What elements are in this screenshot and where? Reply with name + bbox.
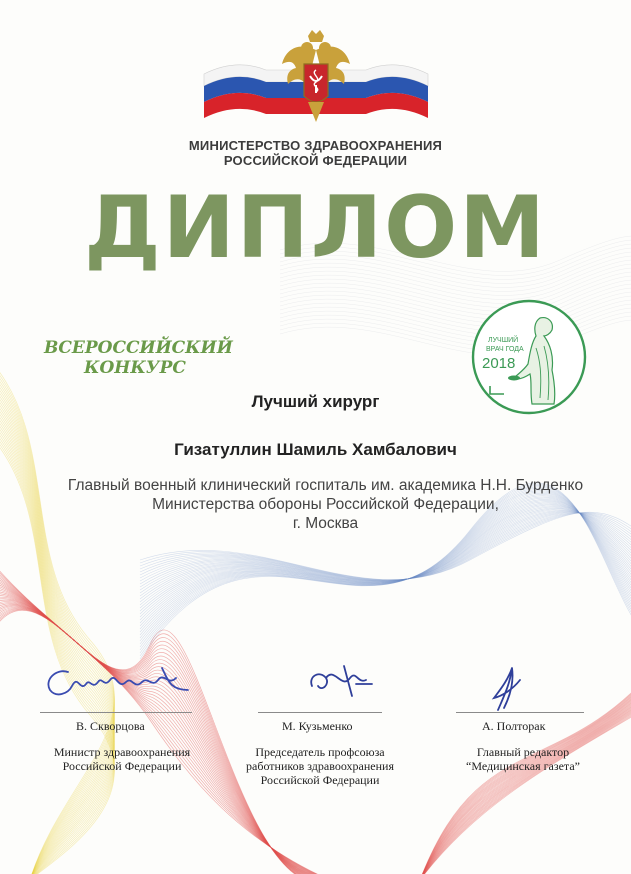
signatory-role-1 <box>36 745 208 773</box>
organization-line-2: Министерства обороны Российской Федерации, <box>152 496 499 513</box>
organization-line-3: г. Москва <box>292 515 359 532</box>
signatory-name-2: М. Кузьменко <box>282 719 353 733</box>
contest-label <box>44 338 244 378</box>
wave-line <box>0 597 330 874</box>
signatory-role-3-line-2: “Медицинская газета” <box>466 759 580 773</box>
nomination-title: Лучший хирург <box>251 392 380 411</box>
badge-line-2: ВРАЧ ГОДА <box>486 346 524 353</box>
signature-poltorak <box>482 660 532 716</box>
signature-skvortsova <box>38 660 198 706</box>
ministry-name <box>0 138 631 168</box>
wave-line <box>0 595 330 874</box>
wave-line <box>0 589 330 874</box>
signatory-role-2 <box>238 745 402 787</box>
organization <box>60 476 591 533</box>
ministry-line-2: РОССИЙСКОЙ ФЕДЕРАЦИИ <box>223 153 408 168</box>
signature-kuzmenko <box>300 656 380 706</box>
signatory-name-3: А. Полторак <box>482 719 546 733</box>
signatory-role-3 <box>438 745 608 773</box>
signatory-name-1: В. Скворцова <box>76 719 145 733</box>
contest-line-1: ВСЕРОССИЙСКИЙ <box>44 338 233 358</box>
signatory-role-2-line-2: работников здравоохранения <box>246 759 394 773</box>
signature-line-2 <box>258 712 382 713</box>
signature-line-3 <box>456 712 584 713</box>
ministry-line-1: МИНИСТЕРСТВО ЗДРАВООХРАНЕНИЯ <box>188 138 443 153</box>
signatory-role-2-line-1: Председатель профсоюза <box>255 745 385 759</box>
badge-year: 2018 <box>482 355 516 372</box>
contest-line-2: КОНКУРС <box>84 358 186 378</box>
signature-line-1 <box>40 712 192 713</box>
signatory-role-3-line-1: Главный редактор <box>476 745 570 759</box>
double-headed-eagle-icon <box>280 30 352 130</box>
signatory-role-2-line-3: Российской Федерации <box>260 773 380 787</box>
recipient-name: Гизатуллин Шамиль Хамбалович <box>174 440 457 459</box>
organization-line-1: Главный военный клинический госпиталь им. академика Н.Н. Бурденко <box>67 477 584 494</box>
signatory-role-1-line-2: Российской Федерации <box>62 759 182 773</box>
diploma-title: ДИПЛОМ <box>84 178 547 278</box>
signatory-role-1-line-1: Министр здравоохранения <box>53 745 191 759</box>
ministry-emblem <box>196 30 436 134</box>
badge-line-1: ЛУЧШИЙ <box>488 337 519 344</box>
wave-line <box>0 599 330 874</box>
